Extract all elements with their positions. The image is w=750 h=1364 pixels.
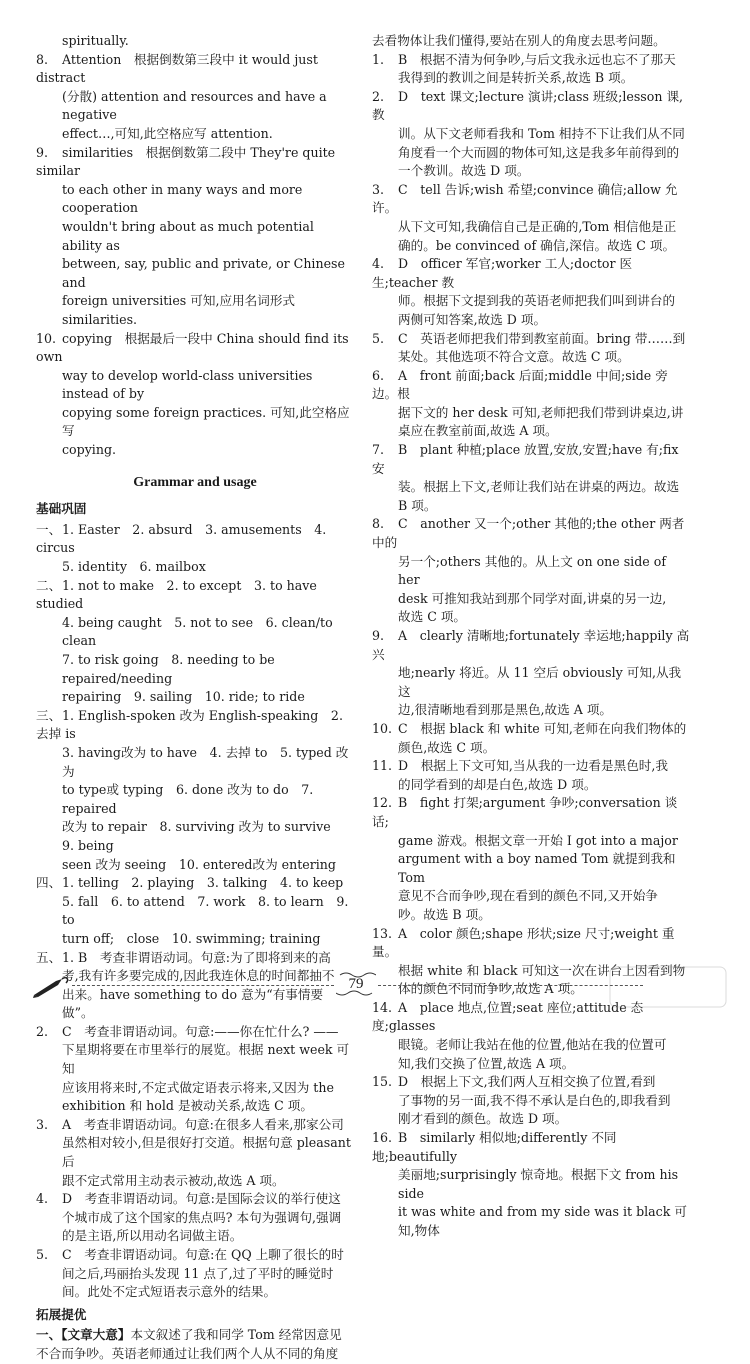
- exercise-group-item-number: 三、: [36, 707, 62, 723]
- answer-item-number: 7.: [372, 442, 385, 458]
- answer-item-line: 10. C 根据 black 和 white 可知,老师在向我们物体的: [372, 720, 690, 739]
- answer-item-line: 3. A 考查非谓语动词。句意:在很多人看来,那家公司: [36, 1116, 354, 1135]
- answer-item-line: 8. Attention 根据倒数第三段中 it would just distract: [36, 51, 318, 86]
- answer-item-line: 眼镜。老师让我站在他的位置,他站在我的位置可: [398, 1037, 667, 1053]
- answer-item-number: 16.: [372, 1130, 393, 1146]
- exercise-group-item-line: 出来。have something to do 意为“有事情要做”。: [62, 986, 324, 1021]
- answer-item-line: copying.: [62, 442, 117, 458]
- answer-item: [36, 51, 354, 144]
- exercise-group-item-line: 二、1. not to make 2. to except 3. to have studied: [36, 577, 317, 612]
- answer-item-line: 2. C 考查非谓语动词。句意:——你在忙什么? ——: [36, 1023, 354, 1042]
- answer-item-number: 12.: [372, 795, 393, 811]
- answer-item-line: 知,我们交换了位置,故选 A 项。: [398, 1055, 575, 1071]
- answer-item-line: 5. C 考查非谓语动词。句意:在 QQ 上聊了很长的时: [36, 1246, 354, 1265]
- right-column: [372, 32, 690, 1241]
- answer-item: [372, 515, 690, 627]
- answer-item-number: 9.: [36, 144, 49, 160]
- answer-item-line: (分散) attention and resources and have a negative: [62, 88, 327, 123]
- answer-item-line: 15. D 根据上下文,我们两人互相交换了位置,看到: [372, 1073, 690, 1092]
- answer-item-number: 2.: [36, 1023, 49, 1039]
- answer-item-line: 虽然相对较小,但是很好打交道。根据句意 pleasant 后: [62, 1135, 351, 1170]
- watermark-logo: [608, 963, 728, 1011]
- answer-item: [36, 1116, 354, 1190]
- answer-item-number: 13.: [372, 925, 393, 941]
- exercise-group-item-number: 一、: [36, 521, 62, 537]
- answer-item-number: 14.: [372, 999, 393, 1015]
- answer-item-line: 10. copying 根据最后一段中 China should find its own: [36, 330, 349, 365]
- section-title: Grammar and usage: [133, 474, 257, 490]
- footer-rule-left: [72, 985, 334, 986]
- answer-item-line: argument with a boy named Tom 就提到我和 Tom: [398, 851, 676, 885]
- answer-item-line: 意见不合而争吵,现在看到的颜色不同,又开始争: [398, 888, 658, 904]
- answer-item: [372, 794, 690, 924]
- answer-item-line: desk 可推知我站到那个同学对面,讲桌的另一边,: [398, 590, 667, 606]
- answer-item-line: 3. C tell 告诉;wish 希望;convince 确信;allow 允许。: [372, 181, 678, 216]
- answer-item-line: 的同学看到的却是白色,故选 D 项。: [398, 776, 597, 792]
- exercise-group-item: [36, 707, 354, 874]
- answer-item-number: 4.: [36, 1191, 49, 1207]
- answer-item-number: 3.: [372, 181, 385, 197]
- exercise-group-item-line: 四、1. telling 2. playing 3. talking 4. to keep: [36, 874, 354, 893]
- page-footer: [0, 965, 750, 1005]
- answer-item: [372, 1129, 690, 1241]
- answer-item-line: 角度看一个大而圆的物体可知,这是我多年前得到的: [398, 144, 680, 160]
- exercise-group-item-line: seen 改为 seeing 10. entered改为 entering: [62, 856, 336, 872]
- answer-item-number: 11.: [372, 758, 393, 774]
- article-summary-label: 一、【文章大意】: [36, 1327, 131, 1343]
- basic-consolidation-heading: 基础巩固: [36, 501, 87, 517]
- answer-item: [372, 51, 690, 88]
- answer-item-number: 2.: [372, 88, 385, 104]
- exercise-group-item-number: 二、: [36, 577, 62, 593]
- article-summary: [36, 1326, 354, 1363]
- exercise-group-item-line: 3. having改为 to have 4. 去掉 to 5. typed 改为: [62, 744, 349, 779]
- answer-item-line: 下星期将要在市里举行的展览。根据 next week 可知: [62, 1042, 350, 1077]
- exercise-group-item: [36, 577, 354, 707]
- answer-item-number: 5.: [372, 330, 385, 346]
- answer-item-line: exhibition 和 hold 是被动关系,故选 C 项。: [62, 1098, 313, 1114]
- exercise-group-item-number: 四、: [36, 875, 62, 891]
- answer-item-line: 一个教训。故选 D 项。: [398, 163, 530, 179]
- answer-item: [372, 1073, 690, 1129]
- answer-item-line: 跟不定式常用主动表示被动,故选 A 项。: [62, 1172, 285, 1188]
- page-number-text: 79: [348, 976, 364, 992]
- answer-item: [372, 330, 690, 367]
- answer-item-line: 据下文的 her desk 可知,老师把我们带到讲桌边,讲: [398, 404, 684, 420]
- exercise-group-item-number: 五、: [36, 949, 62, 965]
- answer-item: [36, 144, 354, 330]
- answer-item: [372, 88, 690, 181]
- answer-item-line: game 游戏。根据文章一开始 I got into a major: [398, 832, 678, 848]
- answer-item-number: 3.: [36, 1116, 49, 1132]
- answer-item: [372, 757, 690, 794]
- answer-item: [36, 1023, 354, 1116]
- answer-item-line: B 项。: [398, 497, 437, 513]
- answer-item: [372, 627, 690, 720]
- answer-item: [372, 367, 690, 441]
- answer-item-number: 8.: [36, 51, 49, 67]
- exercise-group-item-line: 5. identity 6. mailbox: [62, 559, 206, 575]
- answer-item-line: 16. B similarly 相似地;differently 不同地;beautifully: [372, 1130, 617, 1164]
- exercise-group-item: [36, 521, 354, 577]
- answer-item: [36, 330, 354, 460]
- answer-item-line: 从下文可知,我确信自己是正确的,Tom 相信他是正: [398, 218, 677, 234]
- answer-item-number: 8.: [372, 516, 385, 532]
- answer-item-line: 间之后,玛丽抬头发现 11 点了,过了平时的睡觉时: [62, 1265, 334, 1281]
- answer-item-line: effect…,可知,此空格应写 attention.: [62, 125, 273, 141]
- answer-item-line: 5. C 英语老师把我们带到教室前面。bring 带……到: [372, 330, 690, 349]
- answer-item-line: 12. B fight 打架;argument 争吵;conversation 谈话;: [372, 795, 678, 829]
- answer-item-line: 2. D text 课文;lecture 演讲;class 班级;lesson 课,教: [372, 88, 684, 123]
- answer-item-number: 10.: [372, 720, 393, 736]
- answer-item-line: 美丽地;surprisingly 惊奇地。根据下文 from his side: [398, 1167, 679, 1201]
- answer-item-line: 确的。be convinced of 确信,深信。故选 C 项。: [398, 237, 676, 253]
- answer-item-line: 7. B plant 种植;place 放置,安放,安置;have 有;fix 安: [372, 442, 679, 476]
- answer-item-line: 个城市成了这个国家的焦点吗? 本句为强调句,强调: [62, 1209, 342, 1225]
- answer-item-line: 的是主语,所以用动名词做主语。: [62, 1228, 243, 1244]
- answer-item-line: 颜色,故选 C 项。: [398, 739, 496, 755]
- exercise-group-item-line: 4. being caught 5. not to see 6. clean/to clean: [62, 614, 333, 649]
- answer-item: [36, 1246, 354, 1302]
- answer-item-line: 故选 C 项。: [398, 609, 467, 625]
- answer-item-number: 10.: [36, 330, 57, 346]
- answer-item: [372, 720, 690, 757]
- article-summary-line: 一、【文章大意】本文叙述了我和同学 Tom 经常因意见: [36, 1327, 342, 1343]
- answer-item-line: 8. C another 又一个;other 其他的;the other 两者中的: [372, 516, 685, 551]
- answer-item-line: to each other in many ways and more cooperation: [62, 181, 303, 216]
- answer-item-number: 1.: [372, 51, 385, 67]
- exercise-group-item-line: 五、1. B 考查非谓语动词。句意:为了即将到来的高: [36, 949, 354, 968]
- answer-item-line: wouldn't bring about as much potential ability as: [62, 218, 314, 253]
- extension-heading: 拓展提优: [36, 1306, 87, 1322]
- answer-item-line: 13. A color 颜色;shape 形状;size 尺寸;weight 重量。: [372, 925, 675, 960]
- answer-item-line: foreign universities 可知,应用名词形式 similarities.: [62, 293, 296, 327]
- answer-item-line: 另一个;others 其他的。从上文 on one side of her: [398, 553, 666, 588]
- answer-item-line: 某处。其他选项不符合文意。故选 C 项。: [398, 349, 630, 365]
- footer-rule-right: [378, 985, 643, 986]
- exercise-group-item-line: 一、1. Easter 2. absurd 3. amusements 4. circus: [36, 521, 327, 556]
- answer-item-line: 9. A clearly 清晰地;fortunately 幸运地;happily 高兴: [372, 628, 690, 662]
- exercise-group-item-line: repairing 9. sailing 10. ride; to ride: [62, 689, 305, 705]
- answer-item-number: 9.: [372, 628, 385, 643]
- answer-item-line: between, say, public and private, or Chinese and: [62, 256, 345, 290]
- answer-item-line: 装。根据上下文,老师让我们站在讲桌的两边。故选: [398, 479, 680, 495]
- pen-icon: [32, 973, 72, 999]
- answer-item-line: 体的颜色不同而争吵,故选 A 项。: [398, 981, 583, 997]
- answer-item-line: 刚才看到的颜色。故选 D 项。: [398, 1111, 568, 1127]
- answer-item: [372, 441, 690, 515]
- exercise-group-item-line: 三、1. English-spoken 改为 English-speaking 2. 去掉 is: [36, 707, 343, 742]
- continued-text: 去看物体让我们懂得,要站在别人的角度去思考问题。: [372, 33, 666, 48]
- answer-item-line: it was white and from my side was it black 可知,物体: [398, 1204, 687, 1238]
- answer-item-line: 9. similarities 根据倒数第二段中 They're quite similar: [36, 144, 336, 179]
- answer-item-line: 6. A front 前面;back 后面;middle 中间;side 旁边。根: [372, 367, 668, 402]
- answer-item-line: 训。从下文老师看我和 Tom 相持不下让我们从不同: [398, 125, 685, 141]
- answer-item-line: 师。根据下文提到我的英语老师把我们叫到讲台的: [398, 293, 676, 309]
- answer-item-number: 15.: [372, 1074, 393, 1090]
- answer-item: [372, 255, 690, 329]
- left-column: [36, 32, 354, 1364]
- answer-item-line: 了事物的另一面,我不得不承认是白色的,即我看到: [398, 1092, 671, 1108]
- exercise-group-item-line: 考,我有许多要完成的,因此我连休息的时间都抽不: [62, 968, 335, 984]
- answer-item-number: 4.: [372, 256, 385, 272]
- exercise-group-item-line: 5. fall 6. to attend 7. work 8. to learn 9. to: [62, 893, 349, 928]
- answer-item-line: 吵。故选 B 项。: [398, 906, 491, 922]
- answer-item: [36, 1190, 354, 1246]
- answer-item-line: 11. D 根据上下文可知,当从我的一边看是黑色时,我: [372, 757, 690, 776]
- article-summary-line: 不合而争吵。英语老师通过让我们两个人从不同的角度: [36, 1345, 339, 1361]
- answer-item-line: 应该用将来时,不定式做定语表示将来,又因为 the: [62, 1079, 334, 1095]
- exercise-group-item-line: turn off; close 10. swimming; training: [62, 930, 321, 946]
- answer-item-line: 14. A place 地点,位置;seat 座位;attitude 态度;glasses: [372, 999, 644, 1034]
- answer-item-line: 我得到的教训之间是转折关系,故选 B 项。: [398, 70, 634, 86]
- answer-item-line: 桌应在教室前面,故选 A 项。: [398, 423, 558, 439]
- answer-item: [372, 181, 690, 255]
- answer-item-line: 1. B 根据不清为何争吵,与后文我永远也忘不了那天: [372, 51, 690, 70]
- answer-item-line: copying some foreign practices. 可知,此空格应写: [62, 404, 350, 439]
- answer-item-number: 6.: [372, 367, 385, 383]
- answer-item-line: 4. D officer 军官;worker 工人;doctor 医生;teacher 教: [372, 256, 633, 290]
- exercise-group-item-line: 7. to risk going 8. needing to be repaired/needing: [62, 652, 275, 686]
- page-number: [336, 969, 376, 999]
- answer-item-line: 间。此处不定式短语表示意外的结果。: [62, 1284, 277, 1300]
- answer-item-line: 边,很清晰地看到那是黑色,故选 A 项。: [398, 702, 613, 718]
- exercise-group-item-line: 改为 to repair 8. surviving 改为 to survive 9. being: [62, 819, 344, 853]
- answer-item-number: 5.: [36, 1247, 49, 1262]
- answer-item-line: 两侧可知答案,故选 D 项。: [398, 311, 547, 327]
- answer-item-line: 根据 white 和 black 可知这一次在讲台上因看到物: [398, 962, 686, 978]
- answer-item-line: 地;nearly 将近。从 11 空后 obviously 可知,从我这: [398, 665, 682, 699]
- exercise-group-item: [36, 874, 354, 948]
- continued-text: spiritually.: [62, 33, 129, 48]
- answer-item-line: way to develop world-class universities instead of by: [62, 367, 313, 402]
- exercise-group-item-line: to type或 typing 6. done 改为 to do 7. repaired: [62, 782, 314, 816]
- answer-item-line: 4. D 考查非谓语动词。句意:是国际会议的举行使这: [36, 1190, 354, 1209]
